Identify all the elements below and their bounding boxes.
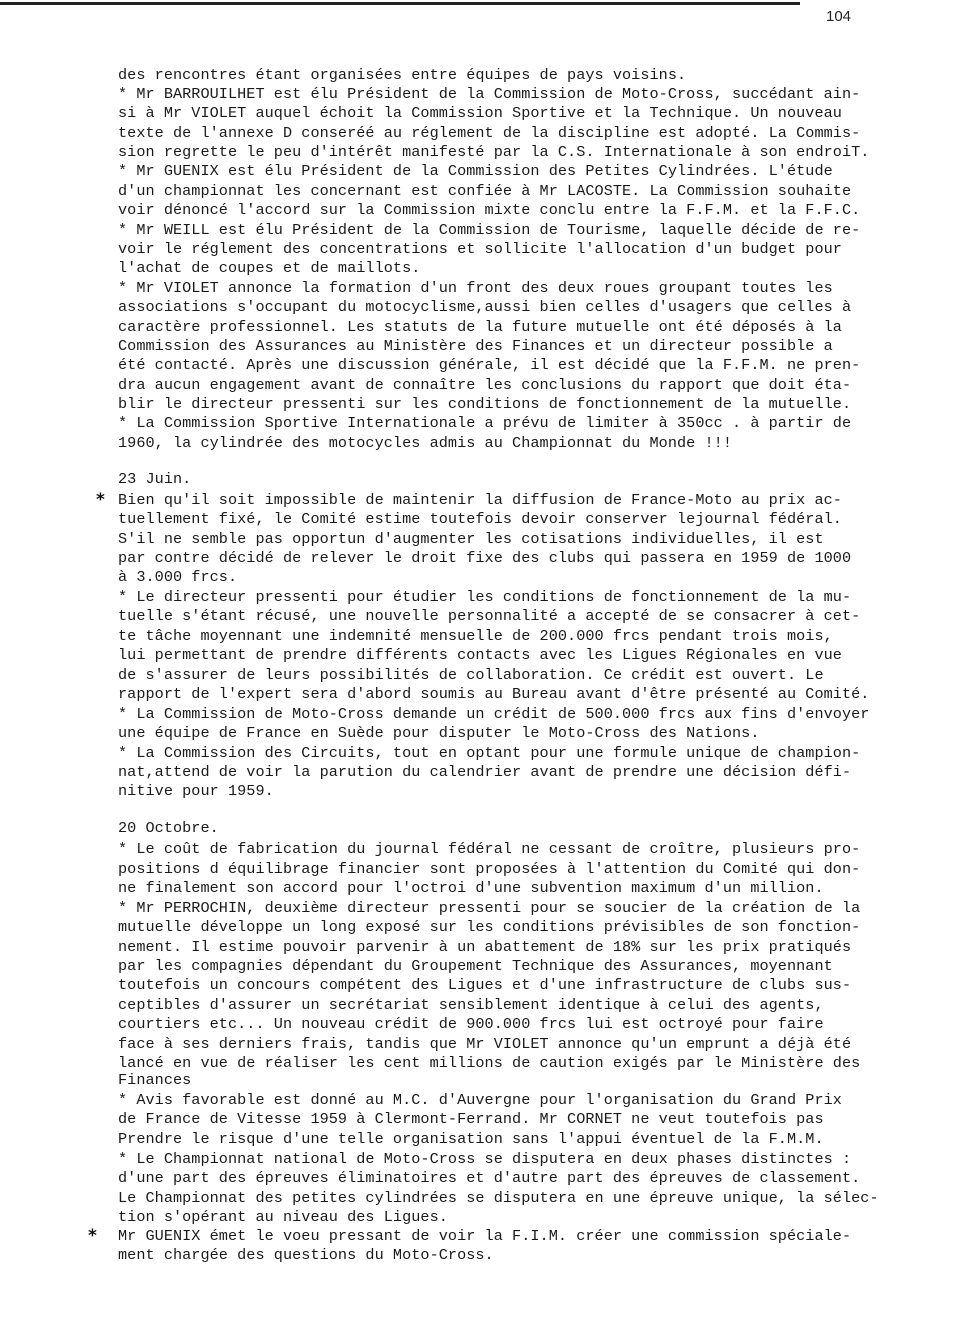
text-line: Commission des Assurances au Ministère des Finances et un directeur possible a	[118, 337, 833, 355]
text-line: des rencontres étant organisées entre équipes de pays voisins.	[118, 66, 687, 84]
text-line: * Le coût de fabrication du journal fédéral ne cessant de croître, plusieurs pro-	[118, 840, 861, 858]
text-line: texte de l'annexe D conseréé au réglement de la discipline est adopté. La Commis-	[118, 124, 861, 142]
text-line: S'il ne semble pas opportun d'augmenter les cotisations individuelles, il est	[118, 530, 824, 548]
text-line: lancé en vue de réaliser les cent millions de caution exigés par le Ministère des	[118, 1054, 861, 1072]
text-line: sion regrette le peu d'intérêt manifesté par la C.S. Internationale à son endroiT.	[118, 143, 870, 161]
text-line: * Mr WEILL est élu Président de la Commission de Tourisme, laquelle décide de re-	[118, 221, 861, 239]
text-line: l'achat de coupes et de maillots.	[118, 259, 421, 277]
text-line: 23 Juin.	[118, 470, 192, 488]
text-line: par contre décidé de relever le droit fixe des clubs qui passera en 1959 de 1000	[118, 549, 852, 567]
text-line: courtiers etc... Un nouveau crédit de 900.000 frcs lui est octroyé pour faire	[118, 1015, 824, 1033]
text-line: tuellement fixé, le Comité estime toutefois devoir conserver lejournal fédéral.	[118, 510, 842, 528]
text-line: * Mr PERROCHIN, deuxième directeur pressenti pour se soucier de la création de la	[118, 899, 861, 917]
text-line: si à Mr VIOLET auquel échoit la Commission Sportive et la Technique. Un nouveau	[118, 104, 842, 122]
text-line: toutefois un concours compétent des Ligues et d'une infrastructure de clubs sus-	[118, 976, 852, 994]
text-line: * Mr GUENIX est élu Président de la Commission des Petites Cylindrées. L'étude	[118, 162, 833, 180]
text-line: nitive pour 1959.	[118, 782, 274, 800]
text-line: ceptibles d'assurer un secrétariat sensiblement identique à celui des agents,	[118, 996, 824, 1014]
margin-asterisk-marker: *	[96, 490, 105, 510]
page-number: 104	[826, 8, 852, 25]
top-rule	[0, 2, 800, 5]
text-line: associations s'occupant du motocyclisme,aussi bien celles d'usagers que celles à	[118, 298, 852, 316]
text-line: dra aucun engagement avant de connaître les conclusions du rapport que doit éta-	[118, 376, 852, 394]
text-line: 1960, la cylindrée des motocycles admis au Championnat du Monde !!!	[118, 434, 732, 452]
margin-asterisk-marker: *	[88, 1226, 97, 1246]
text-line: Finances	[118, 1071, 192, 1089]
text-line: face à ses derniers frais, tandis que Mr VIOLET annonce qu'un emprunt a déjà été	[118, 1035, 852, 1053]
text-line: Mr GUENIX émet le voeu pressant de voir la F.I.M. créer une commission spéciale-	[118, 1227, 852, 1245]
text-line: été contacté. Après une discussion générale, il est décidé que la F.F.M. ne pren-	[118, 356, 861, 374]
text-line: blir le directeur pressenti sur les conditions de fonctionnement de la mutuelle.	[118, 395, 852, 413]
text-line: * La Commission Sportive Internationale a prévu de limiter à 350cc . à partir de	[118, 414, 852, 432]
text-line: caractère professionnel. Les statuts de la future mutuelle ont été déposés à la	[118, 318, 842, 336]
text-line: à 3.000 frcs.	[118, 568, 238, 586]
text-line: ment chargée des questions du Moto-Cross.	[118, 1246, 494, 1264]
text-line: te tâche moyennant une indemnité mensuelle de 200.000 frcs pendant trois mois,	[118, 627, 833, 645]
text-line: Bien qu'il soit impossible de maintenir la diffusion de France-Moto au prix ac-	[118, 491, 842, 509]
text-line: * Mr VIOLET annonce la formation d'un front des deux roues groupant toutes les	[118, 279, 833, 297]
text-line: ne finalement son accord pour l'octroi d'une subvention maximum d'un million.	[118, 879, 824, 897]
text-line: voir dénoncé l'accord sur la Commission mixte conclu entre la F.F.M. et la F.F.C.	[118, 201, 861, 219]
text-line: positions d équilibrage financier sont proposées à l'attention du Comité qui don-	[118, 860, 861, 878]
text-line: mutuelle développe un long exposé sur les conditions prévisibles de son fonction-	[118, 918, 861, 936]
text-line: une équipe de France en Suède pour disputer le Moto-Cross des Nations.	[118, 724, 760, 742]
text-line: d'une part des épreuves éliminatoires et d'autre part des épreuves de classement.	[118, 1169, 861, 1187]
text-line: de France de Vitesse 1959 à Clermont-Ferrand. Mr CORNET ne veut toutefois pas	[118, 1110, 824, 1128]
text-line: * Mr BARROUILHET est élu Président de la Commission de Moto-Cross, succédant ain-	[118, 85, 861, 103]
text-line: * Le Championnat national de Moto-Cross se disputera en deux phases distinctes :	[118, 1150, 852, 1168]
text-line: tion s'opérant au niveau des Ligues.	[118, 1208, 448, 1226]
text-line: rapport de l'expert sera d'abord soumis au Bureau avant d'être présenté au Comité.	[118, 685, 870, 703]
text-line: 20 Octobre.	[118, 819, 219, 837]
text-line: lui permettant de prendre différents contacts avec les Ligues Régionales en vue	[118, 646, 842, 664]
text-line: Prendre le risque d'une telle organisation sans l'appui éventuel de la F.M.M.	[118, 1130, 824, 1148]
text-line: tuelle s'étant récusé, une nouvelle personnalité a accepté de se consacrer à cet-	[118, 607, 861, 625]
text-line: Le Championnat des petites cylindrées se disputera en une épreuve unique, la sélec-	[118, 1189, 879, 1207]
text-line: par les compagnies dépendant du Groupement Technique des Assurances, moyennant	[118, 957, 833, 975]
text-line: * La Commission des Circuits, tout en optant pour une formule unique de champion-	[118, 744, 861, 762]
text-line: de s'assurer de leurs possibilités de collaboration. Ce crédit est ouvert. Le	[118, 666, 824, 684]
text-line: voir le réglement des concentrations et sollicite l'allocation d'un budget pour	[118, 240, 842, 258]
text-line: nat,attend de voir la parution du calendrier avant de prendre une décision défi-	[118, 763, 852, 781]
text-line: d'un championnat les concernant est confiée à Mr LACOSTE. La Commission souhaite	[118, 182, 852, 200]
text-line: nement. Il estime pouvoir parvenir à un abattement de 18% sur les prix pratiqués	[118, 938, 852, 956]
text-line: * Le directeur pressenti pour étudier les conditions de fonctionnement de la mu-	[118, 588, 852, 606]
text-line: * La Commission de Moto-Cross demande un crédit de 500.000 frcs aux fins d'envoyer	[118, 705, 870, 723]
text-line: * Avis favorable est donné au M.C. d'Auvergne pour l'organisation du Grand Prix	[118, 1091, 842, 1109]
